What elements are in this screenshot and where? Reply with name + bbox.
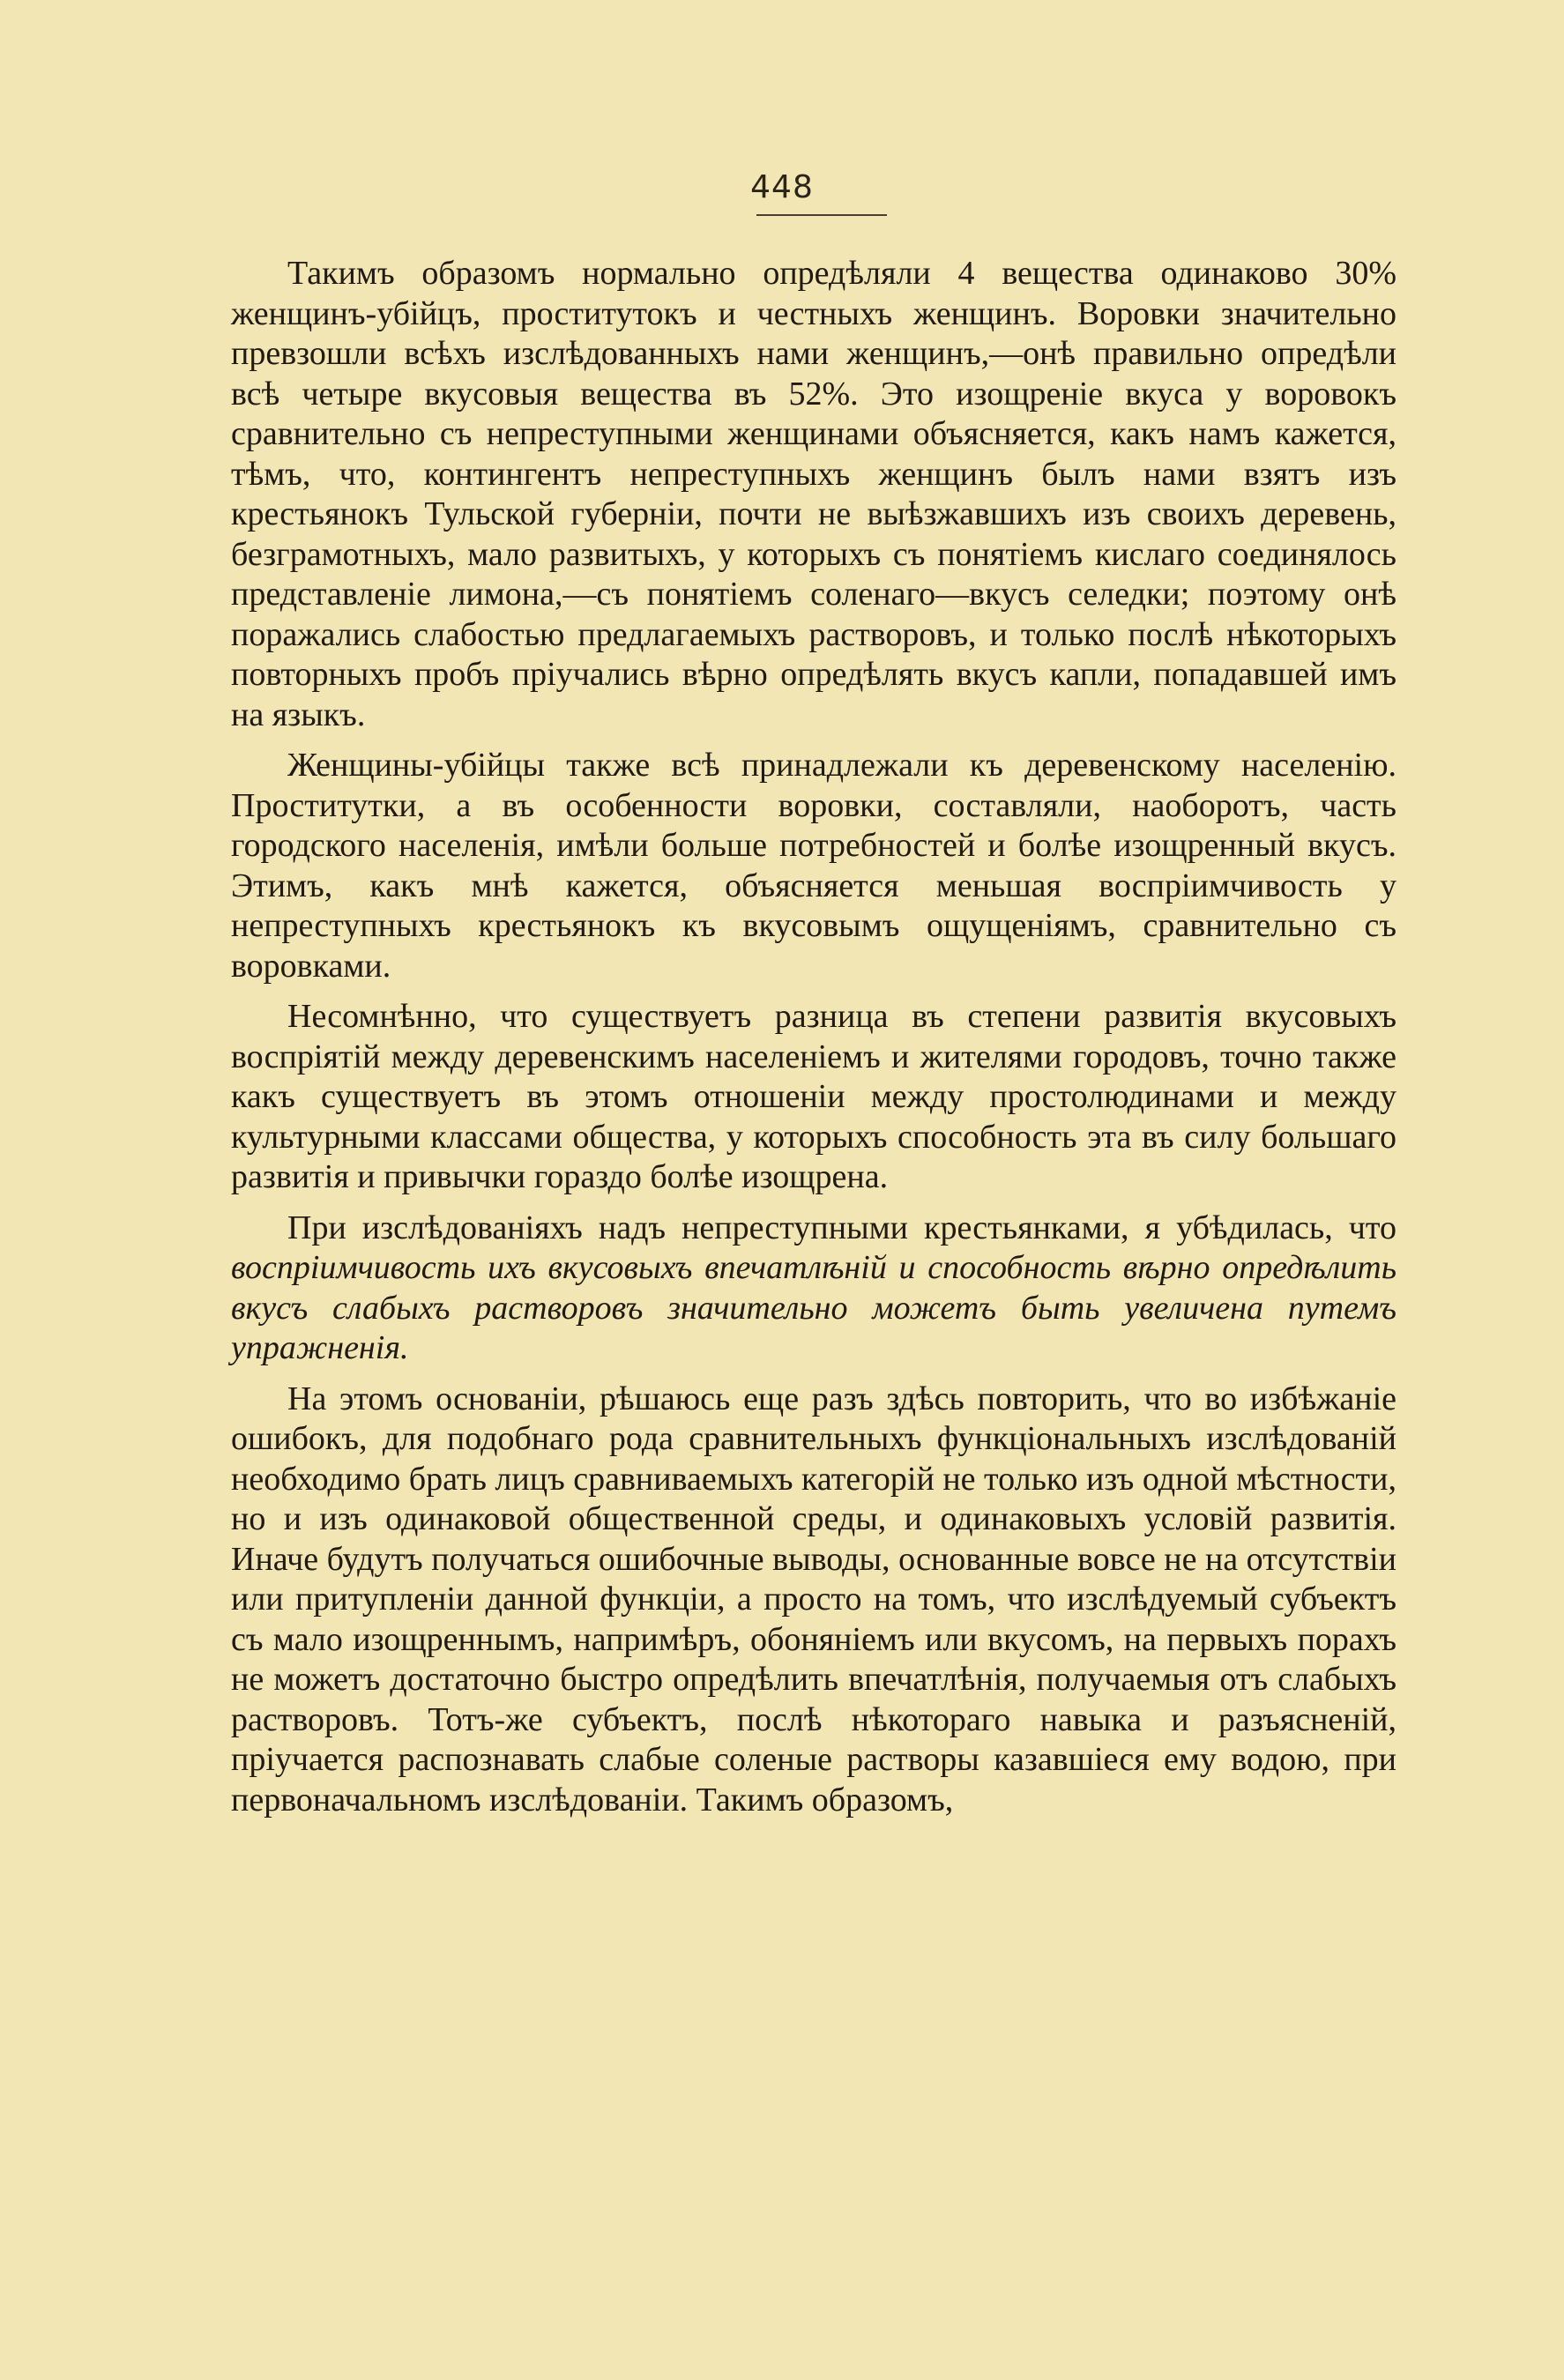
page-number: 448 [750,169,814,205]
paragraph: На этомъ основаніи, рѣшаюсь еще разъ здѣсь повторить, что во избѣжаніе ошибокъ, для подобнаго рода сравнительныхъ функціональныхъ изслѣдованій необходимо брать лицъ сравниваемыхъ категорій не только изъ одной мѣстности, но и изъ одинаковой общественной среды, и одинаковыхъ условій развитія. Иначе будутъ получаться ошибочные выводы, основанные вовсе не на отсутствіи или притупленіи данной функціи, а просто на томъ, что изслѣдуемый субъектъ съ мало изощреннымъ, напримѣръ, обоняніемъ или вкусомъ, на первыхъ порахъ не можетъ достаточно быстро опредѣлить впечатлѣнія, получаемыя отъ слабыхъ растворовъ. Тотъ-же субъектъ, послѣ нѣкотораго навыка и разъясненій, пріучается распознавать слабые соленые растворы казавшіеся ему водою, при первоначальномъ изслѣдованіи. Такимъ образомъ, [231,1380,1396,1818]
paragraph-lead: При изслѣдованіяхъ надъ непреступными крестьянками, я убѣдилась, что [287,1209,1396,1246]
paragraph-with-emphasis [231,1209,1396,1369]
emphasized-passage: воспріимчивость ихъ вкусовыхъ впечатлѣній и способность вѣрно опредѣлить вкусъ слабыхъ растворовъ значительно можетъ быть увеличена путемъ упражненія. [231,1249,1396,1366]
paragraph: Женщины-убійцы также всѣ принадлежали къ деревенскому населенію. Проститутки, а въ особенности воровки, составляли, наоборотъ, часть городского населенія, имѣли больше потребностей и болѣе изощренный вкусъ. Этимъ, какъ мнѣ кажется, объясняется меньшая воспріимчивость у непреступныхъ крестьянокъ къ вкусовымъ ощущеніямъ, сравнительно съ воровками. [231,747,1396,985]
paragraph: Такимъ образомъ нормально опредѣляли 4 вещества одинаково 30% женщинъ-убійцъ, проститутокъ и честныхъ женщинъ. Воровки значительно превзошли всѣхъ изслѣдованныхъ нами женщинъ,—онѣ правильно опредѣли всѣ четыре вкусовыя вещества въ 52%. Это изощреніе вкуса у воровокъ сравнительно съ непреступными женщинами объясняется, какъ намъ кажется, тѣмъ, что, контингентъ непреступныхъ женщинъ былъ нами взятъ изъ крестьянокъ Тульской губерніи, почти не выѣзжавшихъ изъ своихъ деревень, безграмотныхъ, мало развитыхъ, у которыхъ съ понятіемъ кислаго соединялось представленіе лимона,—съ понятіемъ соленаго—вкусъ селедки; поэтому онѣ поражались слабостью предлагаемыхъ растворовъ, и только послѣ нѣкоторыхъ повторныхъ пробъ пріучались вѣрно опредѣлять вкусъ капли, попадавшей имъ на языкъ. [231,255,1396,733]
paragraph: Несомнѣнно, что существуетъ разница въ степени развитія вкусовыхъ воспріятій между деревенскимъ населеніемъ и жителями городовъ, точно также какъ существуетъ въ этомъ отношеніи между простолюдинами и между культурными классами общества, у которыхъ способность эта въ силу большаго развитія и привычки гораздо болѣе изощрена. [231,998,1396,1195]
header-rule [756,214,887,216]
body-text [231,254,1396,1831]
